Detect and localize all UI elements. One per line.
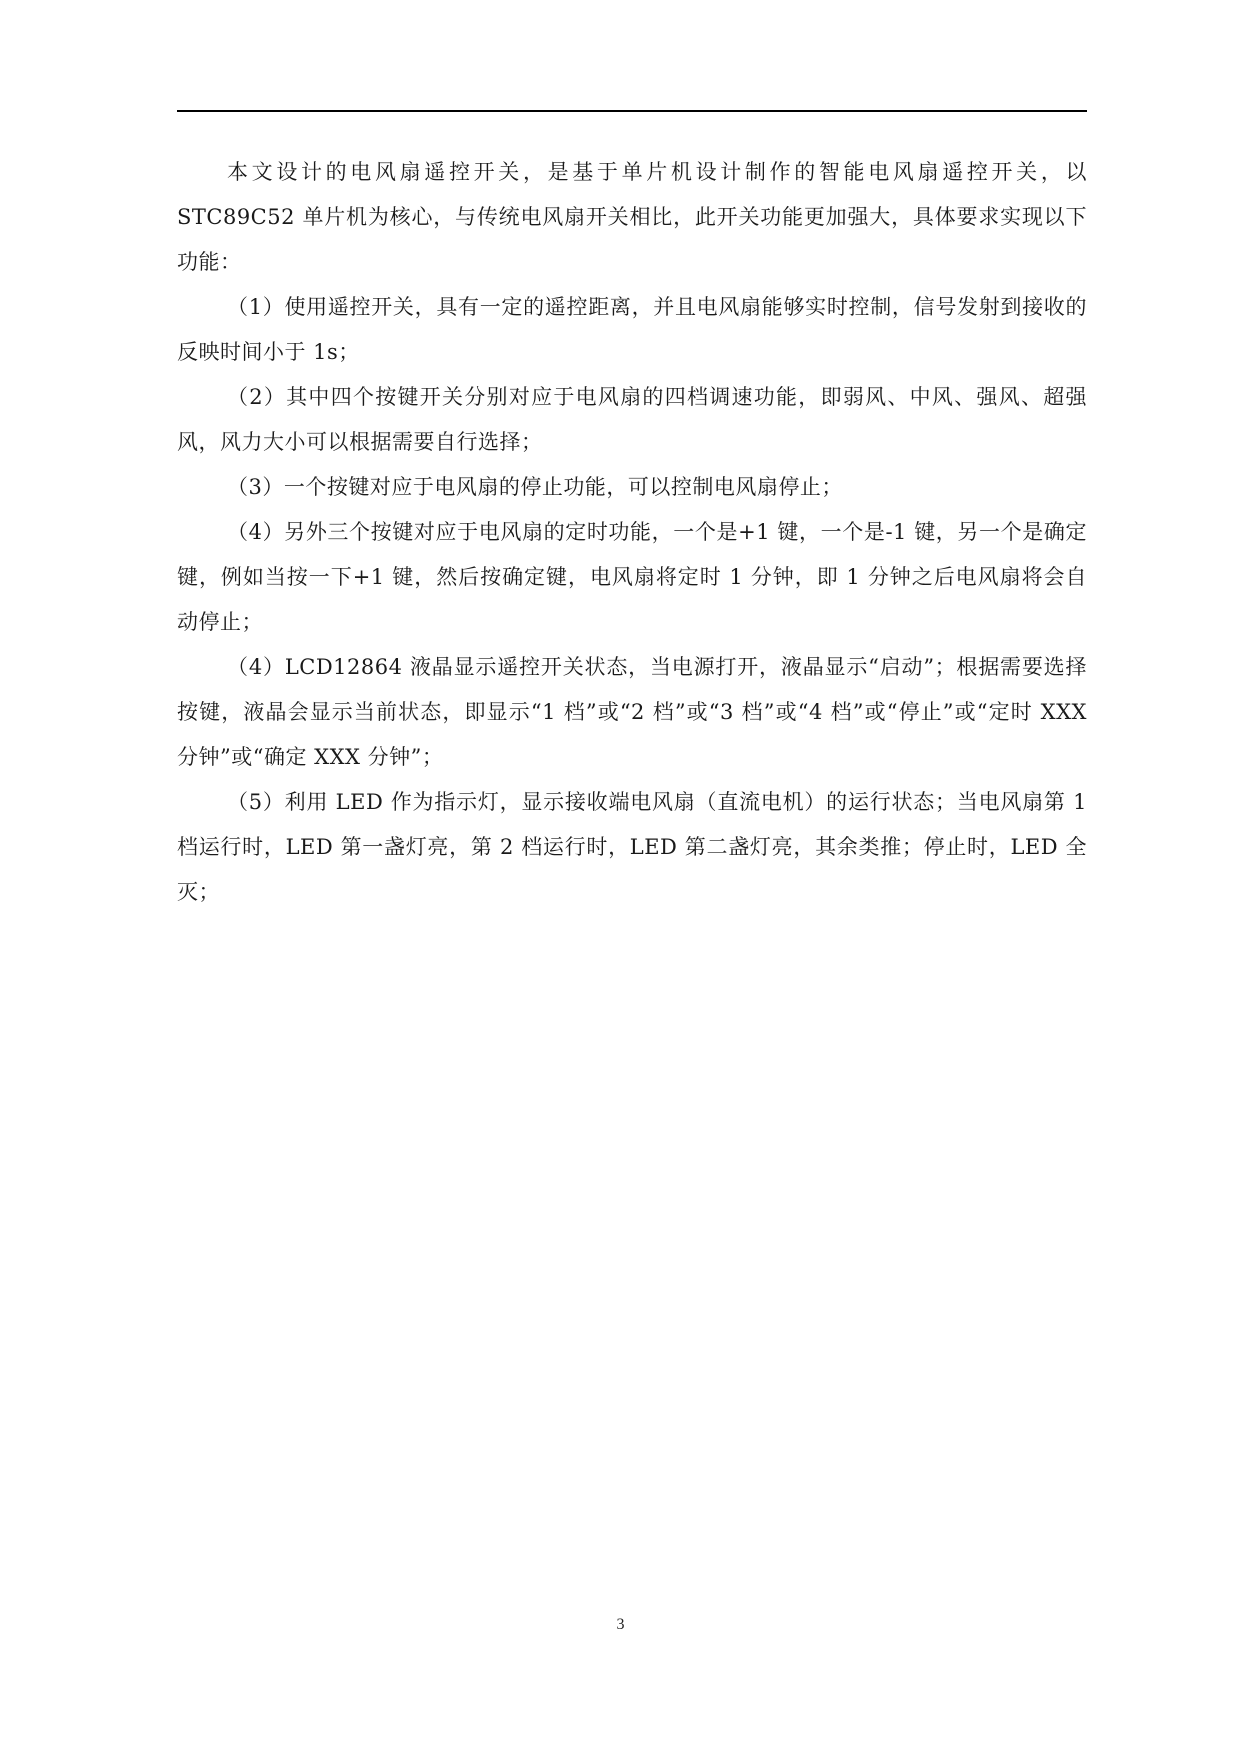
- paragraph-intro: 本文设计的电风扇遥控开关，是基于单片机设计制作的智能电风扇遥控开关，以 STC89C52 单片机为核心，与传统电风扇开关相比，此开关功能更加强大，具体要求实现以下功能：: [177, 160, 1087, 274]
- header-rule: [177, 110, 1087, 112]
- paragraph-requirement-1: （1）使用遥控开关，具有一定的遥控距离，并且电风扇能够实时控制，信号发射到接收的反映时间小于 1s；: [177, 295, 1087, 364]
- paragraph-requirement-4-lcd: （4）LCD12864 液晶显示遥控开关状态，当电源打开，液晶显示“启动”；根据需要选择按键，液晶会显示当前状态，即显示“1 档”或“2 档”或“3 档”或“4 档”或“停止”或“定时 XXX 分钟”或“确定 XXX 分钟”；: [177, 655, 1087, 769]
- page-number: 3: [616, 1616, 625, 1633]
- paragraph-requirement-2: （2）其中四个按键开关分别对应于电风扇的四档调速功能，即弱风、中风、强风、超强风，风力大小可以根据需要自行选择；: [177, 385, 1087, 454]
- paragraph-requirement-5: （5）利用 LED 作为指示灯，显示接收端电风扇（直流电机）的运行状态；当电风扇第 1 档运行时，LED 第一盏灯亮，第 2 档运行时，LED 第二盏灯亮，其余类推；停止时，LED 全灭；: [177, 790, 1087, 904]
- document-body: [177, 150, 1087, 915]
- paragraph-requirement-4-timer: （4）另外三个按键对应于电风扇的定时功能，一个是+1 键，一个是-1 键，另一个是确定键，例如当按一下+1 键，然后按确定键，电风扇将定时 1 分钟，即 1 分钟之后电风扇将会自动停止；: [177, 520, 1087, 634]
- paragraph-requirement-3: （3）一个按键对应于电风扇的停止功能，可以控制电风扇停止；: [227, 475, 843, 499]
